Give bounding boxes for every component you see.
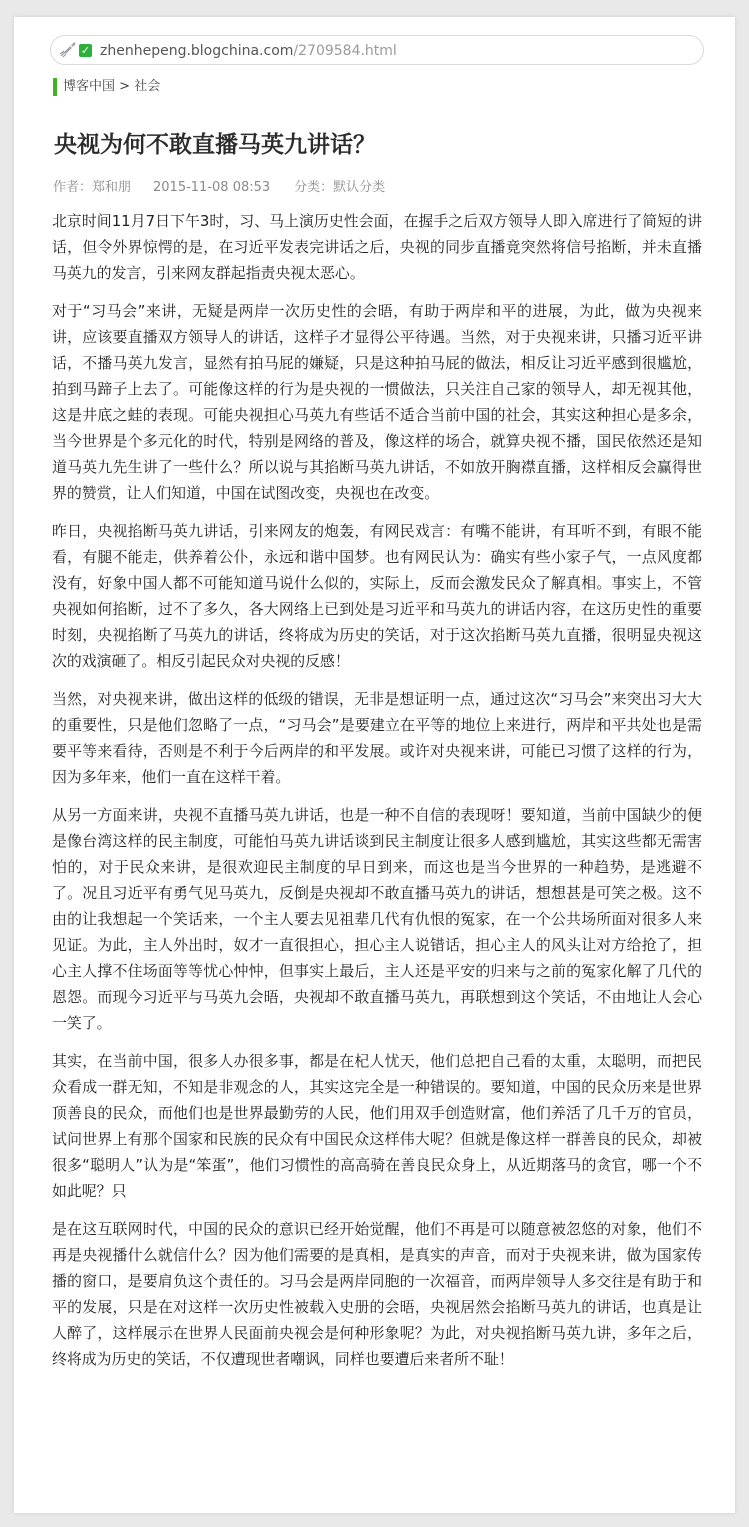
article-paragraph: 北京时间11月7日下午3时，习、马上演历史性会面，在握手之后双方领导人即入席进行了简短的讲话，但令外界惊愕的是，在习近平发表完讲话之后，央视的同步直播竟突然将信号掐断，并未直播马英九的发言，引来网友群起指责央视太恶心。 [52, 212, 702, 282]
article-title: 央视为何不敢直播马英九讲话？ [54, 132, 376, 158]
url-icons [59, 42, 92, 58]
breadcrumb [53, 78, 160, 96]
url-text[interactable] [100, 42, 397, 60]
address-bar[interactable] [50, 35, 704, 65]
article-meta [53, 179, 395, 197]
breadcrumb-separator: > [119, 79, 131, 94]
breadcrumb-site-link[interactable]: 博客中国 [63, 79, 116, 94]
article-paragraph: 是在这互联网时代，中国的民众的意识已经开始觉醒，他们不再是可以随意被忽悠的对象，他们不再是央视播什么就信什么？因为他们需要的是真相，是真实的声音，而对于央视来讲，做为国家传播的窗口，是要肩负这个责任的。习马会是两岸同胞的一次福音，而两岸领导人多交往是有助于和平的发展，只是在对这样一次历史性被载入史册的会晤，央视居然会掐断马英九的讲话，也真是让人醉了，这样展示在世界人民面前央视会是何种形象呢？为此，对央视掐断马英九讲，多年之后，终将成为历史的笑话，不仅遭现世者嘲讽，同样也要遭后来者所不耻！ [52, 1220, 702, 1368]
article-paragraph: 对于“习马会”来讲，无疑是两岸一次历史性的会晤，有助于两岸和平的进展，为此，做为央视来讲，应该要直播双方领导人的讲话，这样子才显得公平待遇。当然，对于央视来讲，只播习近平讲话，不播马英九发言，显然有拍马屁的嫌疑，只是这种拍马屁的做法，相反让习近平感到很尴尬，拍到马蹄子上去了。可能像这样的行为是央视的一惯做法，只关注自己家的领导人，却无视其他，这是井底之蛙的表现。可能央视担心马英九有些话不适合当前中国的社会，其实这种担心是多余，当今世界是个多元化的时代，特别是网络的普及，像这样的场合，就算央视不播，国民依然还是知道马英九先生讲了一些什么？所以说与其掐断马英九讲话，不如放开胸襟直播，这样相反会赢得世界的赞赏，让人们知道，中国在试图改变，央视也在改变。 [52, 302, 702, 502]
url-path: /2709584.html [293, 43, 397, 59]
article-paragraph: 当然，对央视来讲，做出这样的低级的错误，无非是想证明一点，通过这次“习马会”来突出习大大的重要性，只是他们忽略了一点，“习马会”是要建立在平等的地位上来进行，两岸和平共处也是需要平等来看待，否则是不利于今后两岸的和平发展。或许对央视来讲，可能已习惯了这样的行为，因为多年来，他们一直在这样干着。 [52, 690, 702, 786]
secure-check-icon: ✓ [80, 43, 91, 57]
article-date: 2015-11-08 08:53 [153, 180, 271, 195]
article-paragraph: 昨日，央视掐断马英九讲话，引来网友的炮轰，有网民戏言：有嘴不能讲，有耳听不到，有眼不能看，有腿不能走，供养着公仆，永远和谐中国梦。也有网民认为：确实有些小家子气，一点风度都没有，好象中国人都不可能知道马说什么似的，实际上，反而会激发民众了解真相。事实上，不管央视如何掐断，过不了多久，各大网络上已到处是习近平和马英九的讲话内容，在这历史性的重要时刻，央视掐断了马英九的讲话，终将成为历史的笑话，对于这次掐断马英九直播，很明显央视这次的戏演砸了。相反引起民众对央视的反感！ [52, 522, 702, 670]
article-author[interactable]: 作者：郑和朋 [53, 180, 132, 195]
article-body [52, 208, 702, 1384]
url-domain: zhenhepeng.blogchina.com [100, 43, 294, 59]
article-paragraph: 从另一方面来讲，央视不直播马英九讲话，也是一种不自信的表现呀！要知道，当前中国缺少的便是像台湾这样的民主制度，可能怕马英九讲话谈到民主制度让很多人感到尴尬，其实这些都无需害怕的，对于民众来讲，是很欢迎民主制度的早日到来，而这也是当今世界的一种趋势，是逃避不了。况且习近平有勇气见马英九，反倒是央视却不敢直播马英九的讲话，想想甚是可笑之极。这不由的让我想起一个笑话来，一个主人要去见祖辈几代有仇恨的冤家，在一个公共场所面对很多人来见证。为此，主人外出时，奴才一直很担心，担心主人说错话，担心主人的风头让对方给抢了，担心主人撑不住场面等等忧心忡忡，但事实上最后，主人还是平安的归来与之前的冤家化解了几代的恩怨。而现今习近平与马英九会晤，央视却不敢直播马英九，再联想到这个笑话，不由地让人会心一笑了。 [52, 806, 702, 1032]
article-paragraph: 其实，在当前中国，很多人办很多事，都是在杞人忧天，他们总把自己看的太重，太聪明，而把民众看成一群无知，不知是非观念的人，其实这完全是一种错误的。要知道，中国的民众历来是世界顶善良的民众，而他们也是世界最勤劳的人民，他们用双手创造财富，他们养活了几千万的官员，试问世界上有那个国家和民族的民众有中国民众这样伟大呢？但就是像这样一群善良的民众，却被很多“聪明人”认为是“笨蛋”，他们习惯性的高高骑在善良民众身上，从近期落马的贪官，哪一个不如此呢？只 [52, 1052, 702, 1200]
breadcrumb-section-link[interactable]: 社会 [134, 79, 161, 94]
rocket-icon [59, 42, 77, 58]
article-category[interactable]: 分类：默认分类 [294, 180, 386, 195]
article-page [14, 17, 735, 1513]
